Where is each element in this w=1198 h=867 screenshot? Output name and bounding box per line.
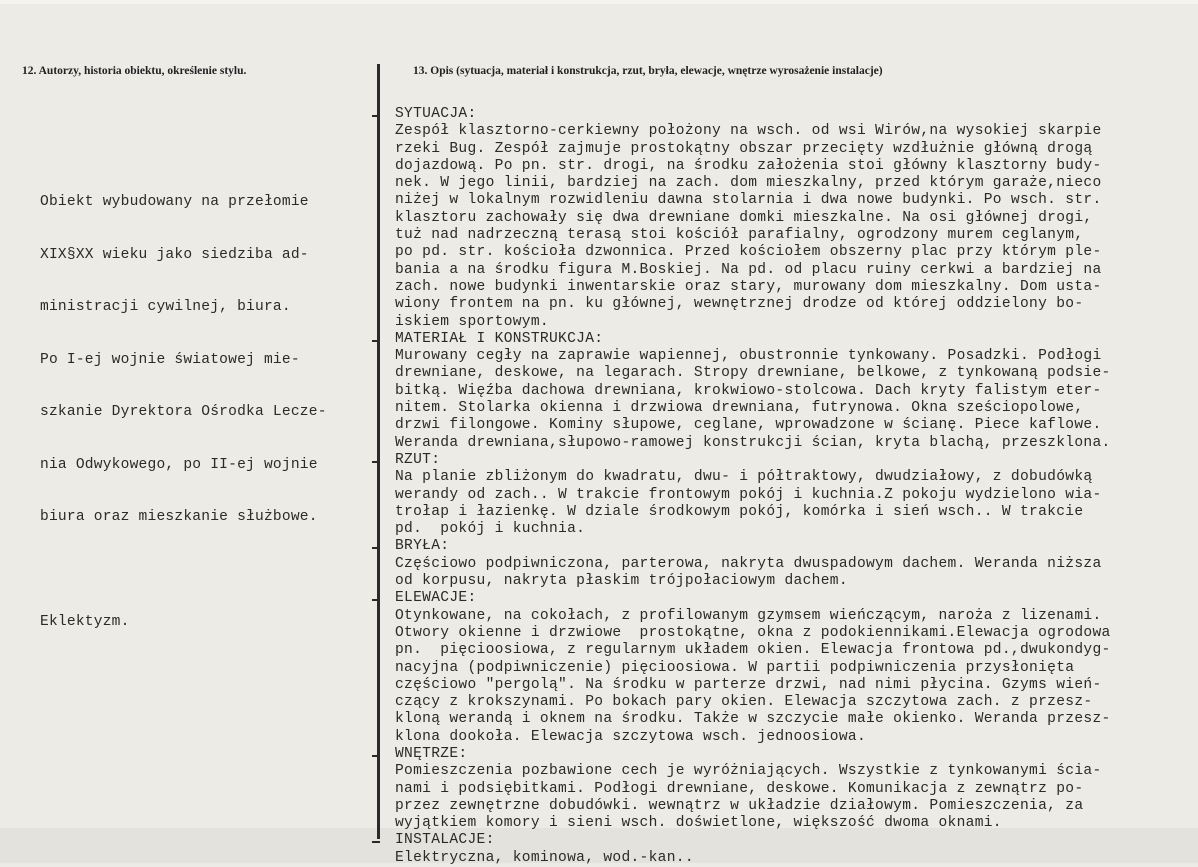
section-line: zach. nowe budynki inwentarskie oraz stary, murowany dom mieszkalny. Dom usta- (395, 278, 1102, 295)
section-line: Otwory okienne i drzwiowe prostokątne, okna z podokiennikami.Elewacja ogrodowa (395, 624, 1111, 641)
history-line: ministracji cywilnej, biura. (40, 299, 291, 315)
section-line: Częściowo podpiwniczona, parterowa, nakryta dwuspadowym dachem. Weranda niższa (395, 555, 1102, 572)
section-line: kloną werandą i oknem na środku. Także w szczycie małe okienko. Weranda przesz- (395, 711, 1111, 728)
section-line: nacyjna (podpiwniczenie) pięcioosiowa. W partii podpiwniczenia przysłonięta (395, 659, 1075, 676)
section-line: iskiem sportowym. (395, 313, 549, 330)
section-line: czący z krokszynami. Po bokach pary okien. Elewacja szczytowa zach. z przesz- (395, 694, 1093, 711)
section-line: nitem. Stolarka okienna i drzwiowa drewniana, futrynowa. Okna sześciopolowe, (395, 400, 1084, 417)
section-body (395, 763, 1185, 832)
section-line: werandy od zach.. W trakcie frontowym pokój i kuchnia.Z pokoju wydzielono wia- (395, 486, 1102, 503)
section-line: Pomieszczenia pozbawione cech je wyróżniających. Wszystkie z tynkowanymi ścia- (395, 763, 1102, 780)
history-line: nia Odwykowego, po II-ej wojnie (40, 456, 318, 473)
section-line: przez zewnętrzne dobudówki. wewnątrz w układzie działowym. Pomieszczenia, za (395, 797, 1084, 814)
section-line: Na planie zbliżonym do kwadratu, dwu- i półtraktowy, dwudziałowy, z dobudówką (395, 469, 1093, 486)
section-line: Elektryczna, kominowa, wod.-kan.. (395, 849, 694, 866)
section-line: klona dookoła. Elewacja szczytowa wsch. jednoosiowa. (395, 728, 866, 745)
description-column (395, 106, 1185, 867)
section-title: ELEWACJE: (395, 590, 1185, 607)
section-line: niżej w lokalnym rozwidleniu dawna stolarnia i dwa nowe budynki. Po wsch. str. (395, 192, 1102, 209)
history-line: szkanie Dyrektora Ośrodka Lecze- (40, 404, 327, 420)
section-line: częściowo "pergolą". Na środku w parterze drzwi, nad nimi płycina. Gzyms wień- (395, 676, 1102, 693)
column-divider (377, 64, 380, 839)
section-line: pn. pięcioosiowa, z regularnym układem okien. Elewacja frontowa pd.,dwukondyg- (395, 642, 1111, 659)
section-title: RZUT: (395, 452, 1185, 469)
section-line: od korpusu, nakryta płaskim trójpołaciowym dachem. (395, 573, 848, 590)
history-text (40, 159, 370, 562)
section-title: SYTUACJA: (395, 106, 1185, 123)
section-line: wiony frontem na pn. ku głównej, wewnętrznej drodze od której oddzielony bo- (395, 296, 1084, 313)
history-line: Po I-ej wojnie światowej mie- (40, 351, 300, 368)
description-section (395, 106, 1185, 331)
section-body (395, 469, 1185, 538)
section-line: Weranda drewniana,słupowo-ramowej konstrukcji ścian, kryta blachą, przeszklona. (395, 434, 1111, 451)
section-body (395, 123, 1185, 331)
section-line: nek. W jego linii, bardziej na zach. dom mieszkalny, przed którym garaże,nieco (395, 175, 1102, 192)
section-line: bania a na środku figura M.Boskiej. Na pd. od placu ruiny cerkwi a bardziej na (395, 261, 1102, 278)
section-line: pd. pokój i kuchnia. (395, 521, 586, 538)
section-line: po pd. str. kościoła dzwonnica. Przed kościołem obszerny plac przy którym ple- (395, 244, 1102, 261)
history-line: biura oraz mieszkanie służbowe. (40, 509, 318, 525)
section-line: dojazdową. Po pn. str. drogi, na środku założenia stoi główny klasztorny budy- (395, 157, 1102, 174)
history-column (40, 124, 370, 649)
section-title: WNĘTRZE: (395, 746, 1185, 763)
description-section (395, 538, 1185, 590)
style-text: Eklektyzm. (40, 614, 130, 630)
section-line: drewniane, deskowe, na legarach. Stropy drewniane, belkowe, z tynkowaną podsie- (395, 365, 1111, 382)
section-line: Zespół klasztorno-cerkiewny położony na wsch. od wsi Wirów,na wysokiej skarpie (395, 123, 1102, 140)
section-title: INSTALACJE: (395, 832, 1185, 849)
page-top-edge (0, 0, 1198, 4)
section-12-heading: 12. Autorzy, historia obiektu, określenie stylu. (22, 65, 247, 77)
section-13-heading: 13. Opis (sytuacja, materiał i konstrukcja, rzut, bryła, elewacje, wnętrze wyrosażenie instalacje) (413, 65, 883, 77)
section-line: bitką. Więźba dachowa drewniana, krokwiowo-stolcowa. Dach kryty falistym eter- (395, 382, 1102, 399)
section-body (395, 556, 1185, 591)
description-section (395, 590, 1185, 746)
section-body (395, 348, 1185, 452)
history-line: Obiekt wybudowany na przełomie (40, 194, 309, 210)
section-line: rzeki Bug. Zespół zajmuje prostokątny obszar przecięty wzdłużnie główną drogą (395, 140, 1093, 157)
section-line: Murowany cegły na zaprawie wapiennej, obustronnie tynkowany. Posadzki. Podłogi (395, 348, 1102, 365)
description-section (395, 452, 1185, 538)
history-line: XIX§XX wieku jako siedziba ad- (40, 246, 309, 263)
section-line: tuż nad nadrzeczną terasą stoi kościół parafialny, ogrodzony murem ceglanym, (395, 227, 1084, 244)
section-title: MATERIAŁ I KONSTRUKCJA: (395, 331, 1185, 348)
section-body (395, 850, 1185, 867)
section-line: drzwi filongowe. Kominy słupowe, ceglane, wprowadzone w ścianę. Piece kaflowe. (395, 417, 1102, 434)
section-line: nami i podsiębitkami. Podłogi drewniane, deskowe. Komunikacja z zewnątrz po- (395, 780, 1084, 797)
section-line: klasztoru zachowały się dwa drewniane domki mieszkalne. Na osi głównej drogi, (395, 209, 1093, 226)
description-section (395, 331, 1185, 452)
section-title: BRYŁA: (395, 538, 1185, 555)
section-line: Otynkowane, na cokołach, z profilowanym gzymsem wieńczącym, naroża z lizenami. (395, 607, 1102, 624)
section-line: wyjątkiem komory i sieni wsch. doświetlone, większość dwoma oknami. (395, 815, 1002, 832)
description-section (395, 746, 1185, 832)
section-body (395, 608, 1185, 746)
description-section (395, 832, 1185, 867)
section-line: trołap i łazienkę. W dziale środkowym pokój, komórka i sień wsch.. W trakcie (395, 503, 1084, 520)
